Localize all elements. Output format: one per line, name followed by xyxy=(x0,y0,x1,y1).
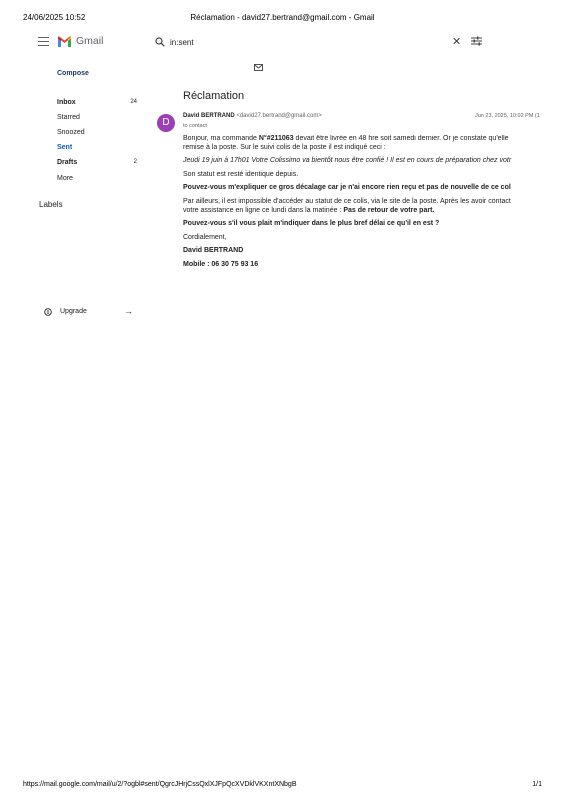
sidebar-item-label: Drafts xyxy=(57,159,78,166)
mail-icon[interactable] xyxy=(254,64,263,71)
body-paragraph-3: Son statut est resté identique depuis. xyxy=(183,170,299,178)
print-header xyxy=(0,13,565,25)
compose-button[interactable]: Compose xyxy=(57,70,89,77)
sidebar-item-sent[interactable] xyxy=(57,144,137,151)
body-request: Pouvez-vous s'il vous plait m'indiquer dans le plus bref délai ce qu'il en est ? xyxy=(183,220,440,228)
sidebar-item-drafts[interactable] xyxy=(57,159,137,166)
email-date: Jun 23, 2025, 10:02 PM (1 xyxy=(475,113,540,119)
sidebar-item-starred[interactable] xyxy=(57,114,137,121)
print-page-number: 1/1 xyxy=(532,781,542,788)
gmail-logo[interactable] xyxy=(57,35,103,47)
search-input[interactable]: in:sent xyxy=(170,38,194,47)
sidebar-item-count: 24 xyxy=(130,99,137,105)
sidebar-item-label: Snoozed xyxy=(57,129,85,136)
body-emphasis: Pas de retour de votre part. xyxy=(343,206,435,214)
labels-heading: Labels xyxy=(39,200,63,209)
sender-line xyxy=(183,113,322,119)
arrow-right-icon[interactable]: → xyxy=(124,306,133,316)
print-date: 24/06/2025 10:52 xyxy=(23,13,86,22)
signature-name: David BERTRAND xyxy=(183,247,244,255)
sidebar-item-inbox[interactable] xyxy=(57,99,137,106)
body-line: Par ailleurs, il est impossible d'accéder au statut de ce colis, via le site de la poste. Après les avoir contact xyxy=(183,197,511,205)
main-menu-icon[interactable] xyxy=(38,37,49,46)
app-name: Gmail xyxy=(76,35,104,47)
search-icon[interactable] xyxy=(155,37,165,47)
email-subject: Réclamation xyxy=(183,90,245,102)
body-question: Pouvez-vous m'expliquer ce gros décalage car je n'ai encore rien reçu et pas de nouvelle de ce col xyxy=(183,184,511,192)
gmail-m-icon xyxy=(57,36,72,47)
avatar[interactable]: D xyxy=(157,114,175,132)
sidebar-item-label: Inbox xyxy=(57,99,76,106)
body-line: Bonjour, ma commande N°#211063 devait être livrée en 48 hre soit samedi dernier. Or je constate qu'elle xyxy=(183,135,509,142)
signature-phone: Mobile : 06 30 75 93 16 xyxy=(183,260,259,268)
body-paragraph-1 xyxy=(183,135,540,152)
tracking-quote: Jeudi 19 juin à 17h01 Votre Colissimo va bientôt nous être confié ! Il est en cours de préparation chez votr xyxy=(183,157,512,165)
order-number: N°#211063 xyxy=(258,135,294,142)
clear-search-icon[interactable]: ✕ xyxy=(452,36,462,48)
email-body xyxy=(183,135,540,275)
sender-email: <david27.bertrand@gmail.com> xyxy=(236,113,322,119)
upgrade-link[interactable]: Upgrade xyxy=(60,308,87,315)
body-closing: Cordialement, xyxy=(183,233,227,241)
body-line: remise à la poste. Sur le suivi colis de la poste il est indiqué ceci : xyxy=(183,143,386,151)
sidebar-item-count: 2 xyxy=(133,159,137,165)
sidebar-item-label: Sent xyxy=(57,144,73,151)
sidebar-item-label: Starred xyxy=(57,114,80,121)
print-url: https://mail.google.com/mail/u/2/?ogbl#sent/QgrcJHrjCssQxlXJFpQcXVDklVKXntXNbgB xyxy=(23,781,297,788)
search-options-icon[interactable] xyxy=(471,36,482,46)
print-title: Réclamation - david27.bertrand@gmail.com - Gmail xyxy=(190,13,375,22)
sidebar-item-label: More xyxy=(57,175,73,182)
sender-name: David BERTRAND xyxy=(183,113,235,119)
body-line: votre assistance en ligne ce lundi dans la matinée : Pas de retour de votre part. xyxy=(183,206,435,214)
body-paragraph-5 xyxy=(183,198,540,215)
recipient-line[interactable]: to contact xyxy=(183,123,207,129)
sidebar-item-more[interactable] xyxy=(57,175,137,182)
upgrade-icon xyxy=(44,308,52,316)
sidebar-item-snoozed[interactable] xyxy=(57,129,137,136)
